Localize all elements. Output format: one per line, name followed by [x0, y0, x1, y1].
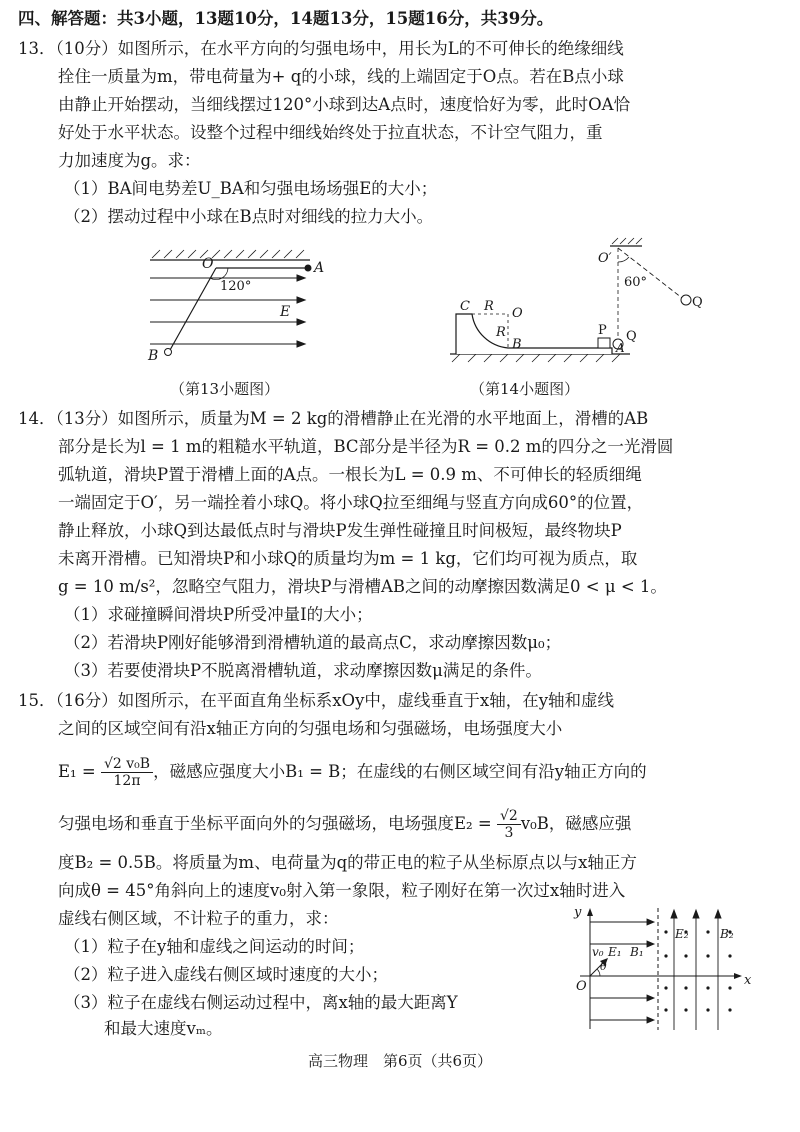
q15-e1-fraction — [101, 756, 153, 789]
q15-label-e2: E₂ — [675, 927, 689, 941]
q14-line-6: 未离开滑槽。已知滑块P和小球Q的质量均为m = 1 kg，它们均可视为质点，取 — [58, 549, 638, 568]
q15-label-o: O — [576, 979, 587, 994]
q15-line4-prefix: 匀强电场和垂直于坐标平面向外的匀强磁场，电场强度E₂ = — [58, 814, 492, 833]
q15-e1-prefix: E₁ = — [58, 762, 96, 781]
q13-line-1: 13．（10分）如图所示，在水平方向的匀强电场中，用长为L的不可伸长的绝缘细线 — [18, 39, 624, 58]
q14-sub-2: （2）若滑块P刚好能够滑到滑槽轨道的最高点C，求动摩擦因数μ₀； — [64, 633, 562, 652]
q15-e2-num: √2 — [497, 808, 521, 825]
q14-line-4: 一端固定于O′，另一端拴着小球Q。将小球Q拉至细绳与竖直方向成60°的位置， — [58, 493, 644, 512]
q13-label-e: E — [280, 304, 291, 320]
section-title: 四、解答题：共3小题，13题10分，14题13分，15题16分，共39分。 — [18, 9, 554, 28]
q13-label-b: B — [148, 348, 159, 364]
q14-sub-1: （1）求碰撞瞬间滑块P所受冲量I的大小； — [64, 605, 373, 624]
q15-label-b2: B₂ — [720, 927, 734, 941]
q15-line-3 — [58, 752, 800, 792]
q13-label-a: A — [314, 260, 325, 276]
q15-line4-suffix: v₀B，磁感应强 — [520, 814, 632, 833]
q15-label-e1: E₁ — [608, 945, 622, 959]
q15-line-6: 向成θ = 45°角斜向上的速度v₀射入第一象限，粒子刚好在第一次过x轴时进入 — [58, 881, 626, 900]
q15-e2-fraction — [497, 808, 521, 841]
q14-label-oprime: O′ — [598, 251, 612, 266]
q14-label-c: C — [460, 299, 470, 314]
q15-line-2: 之间的区域空间有沿x轴正方向的匀强电场和匀强磁场，电场强度大小 — [58, 719, 563, 738]
q14-label-b: B — [512, 337, 522, 352]
q15-label-theta: θ — [600, 960, 607, 973]
q15-e1-den: 12π — [113, 773, 141, 789]
q14-label-p: P — [598, 323, 607, 338]
q15-label-x: x — [744, 973, 752, 988]
q15-sub-3: （3）粒子在虚线右侧运动过程中，离x轴的最大距离Y — [64, 993, 458, 1012]
q14-label-r1: R — [484, 299, 494, 314]
q15-sub-2: （2）粒子进入虚线右侧区域时速度的大小； — [64, 965, 388, 984]
q15-label-v0: v₀ — [592, 945, 604, 959]
q14-label-a: A — [616, 341, 625, 355]
q13-line-4: 好处于水平状态。设整个过程中细线始终处于拉直状态，不计空气阻力，重 — [58, 123, 603, 142]
q14-line-5: 静止释放，小球Q到达最低点时与滑块P发生弹性碰撞且时间极短，最终物块P — [58, 521, 622, 540]
q15-line-7: 虚线右侧区域，不计粒子的重力，求： — [58, 909, 339, 928]
q14-line-3: 弧轨道，滑块P置于滑槽上面的A点。一根长为L = 0.9 m、不可伸长的轻质细绳 — [58, 465, 642, 484]
q14-figure — [450, 240, 703, 370]
q13-sub-1: （1）BA间电势差U_BA和匀强电场场强E的大小； — [64, 179, 438, 198]
q15-sub-1: （1）粒子在y轴和虚线之间运动的时间； — [64, 937, 365, 956]
q14-line-1: 14．（13分）如图所示，质量为M = 2 kg的滑槽静止在光滑的水平地面上，滑槽的AB — [18, 409, 649, 428]
q15-line-4 — [58, 804, 800, 844]
q13-sub-2: （2）摆动过程中小球在B点时对细线的拉力大小。 — [64, 207, 434, 226]
q15-e1-num: √2 v₀B — [101, 756, 153, 773]
q15-line-5: 度B₂ = 0.5B。将质量为m、电荷量为q的带正电的粒子从坐标原点以与x轴正方 — [58, 853, 637, 872]
q14-line-2: 部分是长为l = 1 m的粗糙水平轨道，BC部分是半径为R = 0.2 m的四分之一光滑圆 — [58, 437, 674, 456]
q15-e1-suffix: ，磁感应强度大小B₁ = B；在虚线的右侧区域空间有沿y轴正方向的 — [153, 762, 647, 781]
q13-caption: （第13小题图） — [170, 380, 280, 398]
q14-label-q-bottom: Q — [626, 329, 637, 344]
q14-caption: （第14小题图） — [470, 380, 580, 398]
q14-sub-3: （3）若要使滑块P不脱离滑槽轨道，求动摩擦因数μ满足的条件。 — [64, 661, 542, 680]
q14-angle-label: 60° — [624, 275, 648, 290]
q13-line-2: 拴住一质量为m，带电荷量为+ q的小球，线的上端固定于O点。若在B点小球 — [58, 67, 624, 86]
q13-angle-label: 120° — [220, 279, 252, 294]
q15-e2-den: 3 — [504, 825, 514, 841]
q15-figure — [560, 904, 760, 1034]
q14-label-o: O — [512, 306, 523, 321]
q14-line-7: g = 10 m/s²，忽略空气阻力，滑块P与滑槽AB之间的动摩擦因数满足0 < μ < 1。 — [58, 577, 667, 596]
q15-sub-3-cont: 和最大速度vₘ。 — [104, 1019, 223, 1038]
q13-label-o: O — [202, 256, 214, 272]
q14-label-r2: R — [496, 325, 506, 340]
page-footer: 高三物理 第6页（共6页） — [307, 1052, 493, 1070]
q13-line-3: 由静止开始摆动，当细线摆过120°小球到达A点时，速度恰好为零，此时OA恰 — [58, 95, 631, 114]
q13-line-5: 力加速度为g。求： — [58, 151, 201, 170]
q15-label-y: y — [574, 905, 582, 920]
q14-label-q-top: Q — [692, 295, 703, 310]
q15-label-b1: B₁ — [630, 945, 644, 959]
q15-line-1: 15．（16分）如图所示，在平面直角坐标系xOy中，虚线垂直于x轴，在y轴和虚线 — [18, 691, 615, 710]
q13-figure — [140, 248, 340, 368]
